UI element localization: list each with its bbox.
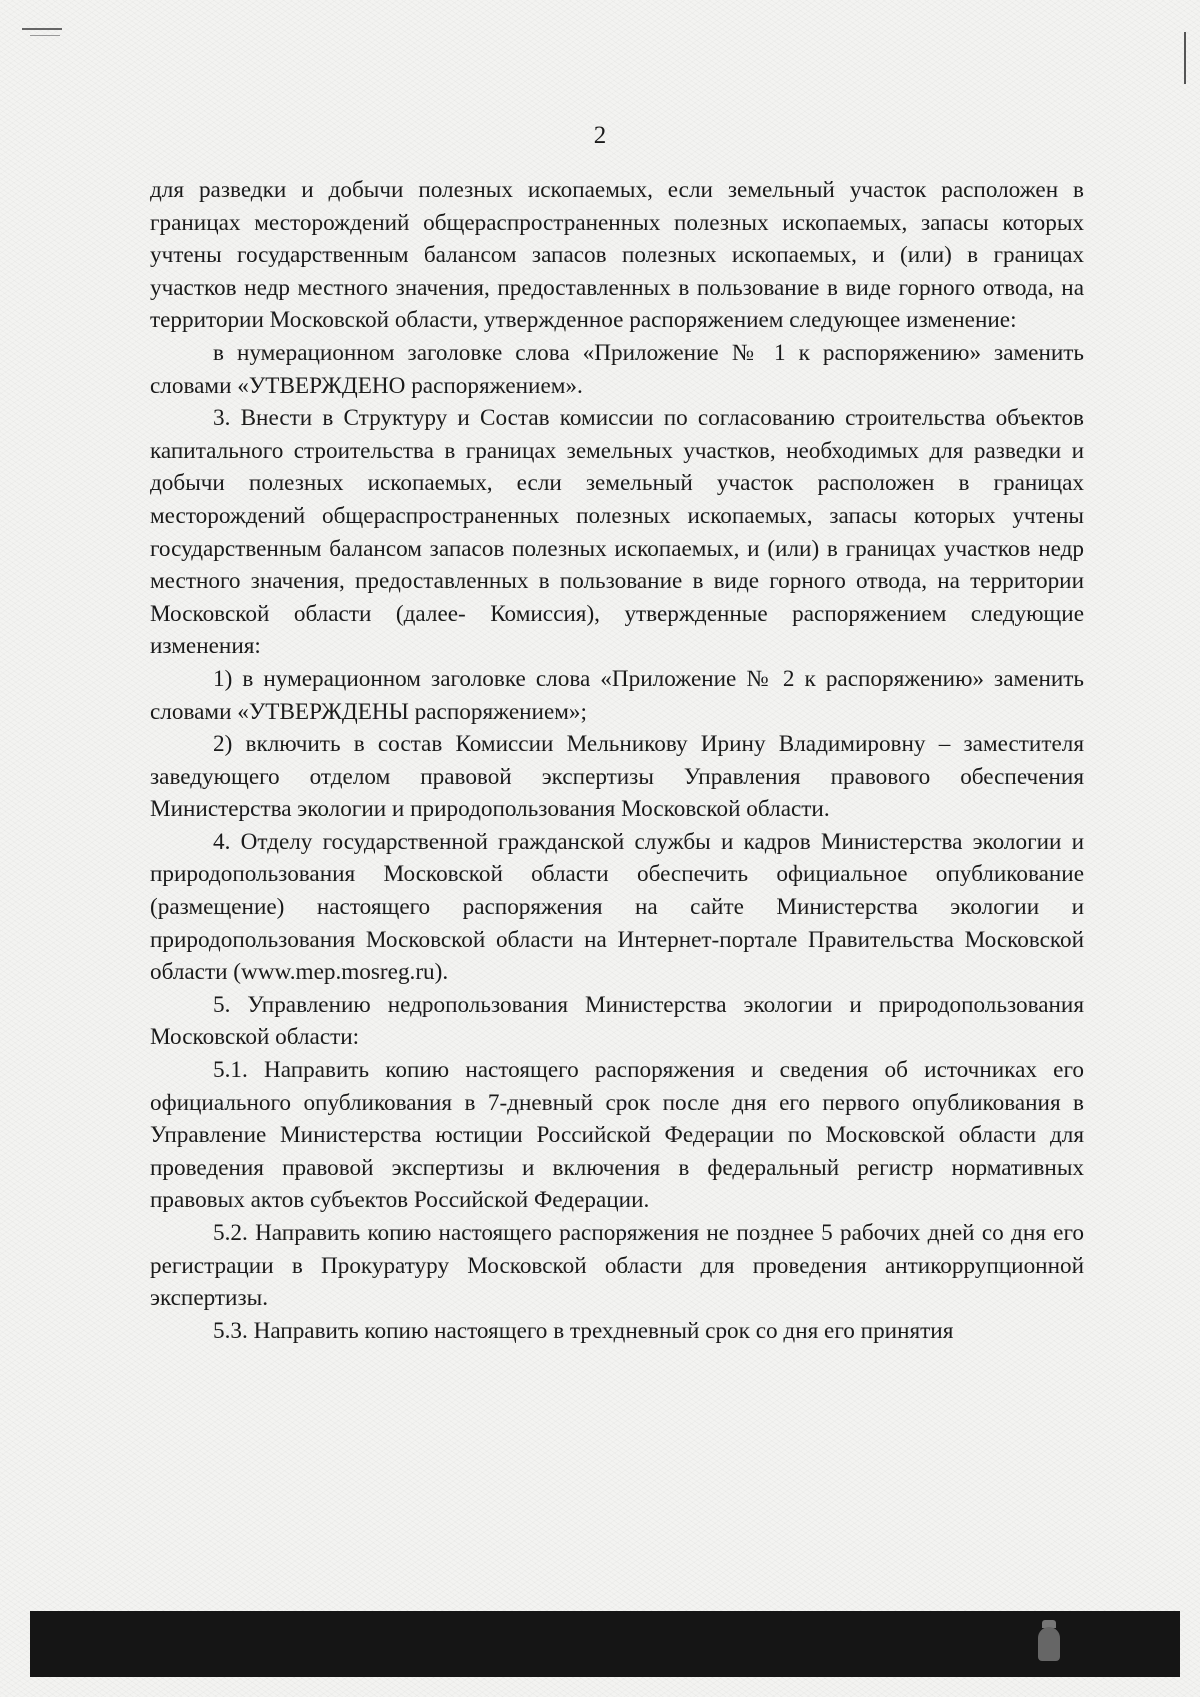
paragraph-8: 5.2. Направить копию настоящего распоряжения не позднее 5 рабочих дней со дня его регистрации в Прокуратуру Московской области для проведения антикоррупционной экспертизы.: [150, 1220, 1084, 1312]
page-number: 2: [593, 122, 607, 149]
scan-corner-mark: [22, 28, 62, 30]
paragraph-5: 4. Отделу государственной гражданской службы и кадров Министерства экологии и природопользования Московской области обеспечить официальное опубликование (размещение) настоящего распоряжения на сайте Министерства экологии и природопользования Московской области на Интернет-портале Правительства Московской области (www.mep.mosreg.ru).: [150, 828, 1084, 986]
paragraph-2: 3. Внести в Структуру и Состав комиссии по согласованию строительства объектов капитального строительства в границах земельных участков, необходимых для разведки и добычи полезных ископаемых, если земельный участок расположен в границах месторождений общераспространенных полезных ископаемых, запасы которых учтены государственным балансом запасов полезных ископаемых, и (или) в границах участков недр местного значения, предоставленных в пользование в виде горного отвода, на территории Московской области (далее- Комиссия), утвержденные распоряжением следующие изменения:: [150, 405, 1084, 660]
paragraph-6: 5. Управлению недропользования Министерства экологии и природопользования Московской области:: [150, 991, 1084, 1051]
coat-of-arms-icon: [1038, 1627, 1060, 1661]
paragraph-3: 1) в нумерационном заголовке слова «Приложение № 2 к распоряжению» заменить словами «УТВЕРЖДЕНЫ распоряжением»;: [150, 665, 1084, 725]
paragraph-4: 2) включить в состав Комиссии Мельникову Ирину Владимировну – заместителя заведующего отделом правовой экспертизы Управления правового обеспечения Министерства экологии и природопользования Московской области.: [150, 731, 1084, 823]
paragraph-7: 5.1. Направить копию настоящего распоряжения и сведения об источниках его официального опубликования в 7-дневный срок после дня его первого опубликования в Управление Министерства юстиции Российской Федерации по Московской области для проведения правовой экспертизы и включения в федеральный регистр нормативных правовых актов субъектов Российской Федерации.: [150, 1057, 1084, 1214]
footer-bar: [30, 1611, 1180, 1677]
scan-corner-mark-secondary: [30, 35, 60, 36]
paragraph-1: в нумерационном заголовке слова «Приложение № 1 к распоряжению» заменить словами «УТВЕРЖДЕНО распоряжением».: [150, 339, 1084, 399]
paragraph-9: 5.3. Направить копию настоящего в трехдневный срок со дня его принятия: [213, 1317, 954, 1344]
paragraph-0: для разведки и добычи полезных ископаемых, если земельный участок расположен в границах месторождений общераспространенных полезных ископаемых, запасы которых учтены государственным балансом запасов полезных ископаемых, и (или) в границах участков недр местного значения, предоставленных в пользование в виде горного отвода, на территории Московской области, утвержденное распоряжением следующее изменение:: [150, 177, 1084, 334]
document-body: [150, 174, 1084, 1347]
scan-edge-line: [1184, 32, 1186, 84]
